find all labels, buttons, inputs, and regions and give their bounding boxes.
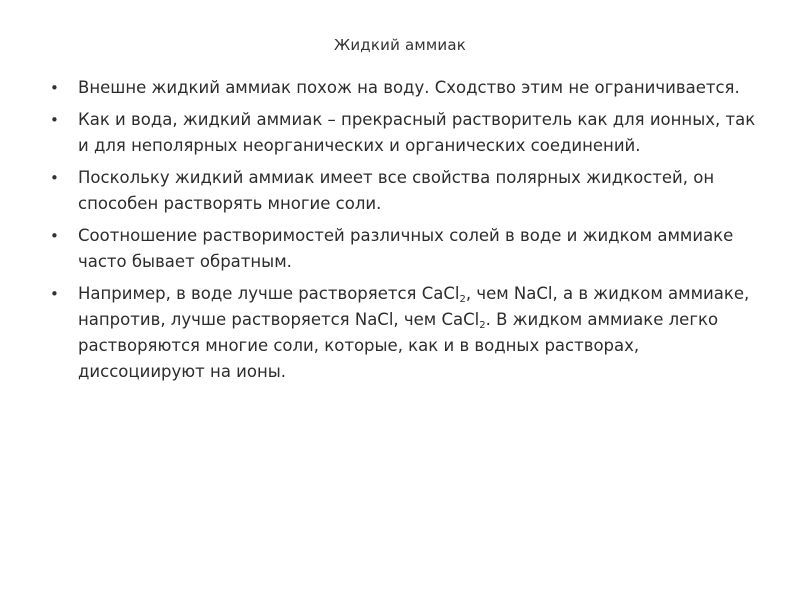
bullet-text — [78, 284, 749, 381]
bullet-glyph: • — [50, 169, 59, 187]
bullet-text-segment: . В жидком аммиаке легко растворяются многие соли, которые, как и в водных растворах, диссоциируют на ионы. — [78, 310, 719, 381]
bullet-glyph: • — [50, 79, 59, 97]
subscript: 2 — [479, 320, 486, 331]
bullet-glyph: • — [50, 285, 59, 303]
bullet-glyph: • — [50, 111, 59, 129]
subscript: 2 — [459, 294, 466, 305]
bullet-list — [50, 75, 760, 391]
bullet-item — [50, 223, 760, 275]
bullet-text: Поскольку жидкий аммиак имеет все свойства полярных жидкостей, он способен растворять многие соли. — [78, 168, 715, 213]
bullet-text: Как и вода, жидкий аммиак – прекрасный растворитель как для ионных, так и для неполярных неорганических и органических соединений. — [78, 110, 756, 155]
bullet-text: Внешне жидкий аммиак похож на воду. Сходство этим не ограничивается. — [78, 78, 740, 97]
bullet-glyph: • — [50, 227, 59, 245]
bullet-item — [50, 165, 760, 217]
bullet-text-segment: Например, в воде лучше растворяется CaCl — [78, 284, 460, 303]
bullet-item — [50, 281, 760, 385]
bullet-text-segment: , чем NaCl, а в жидком аммиаке, напротив, лучше растворяется NaCl, чем CaCl — [78, 284, 750, 329]
bullet-item — [50, 107, 760, 159]
slide-title: Жидкий аммиак — [333, 36, 467, 54]
bullet-item — [50, 75, 760, 101]
bullet-text: Соотношение растворимостей различных солей в воде и жидком аммиаке часто бывает обратным. — [78, 226, 734, 271]
